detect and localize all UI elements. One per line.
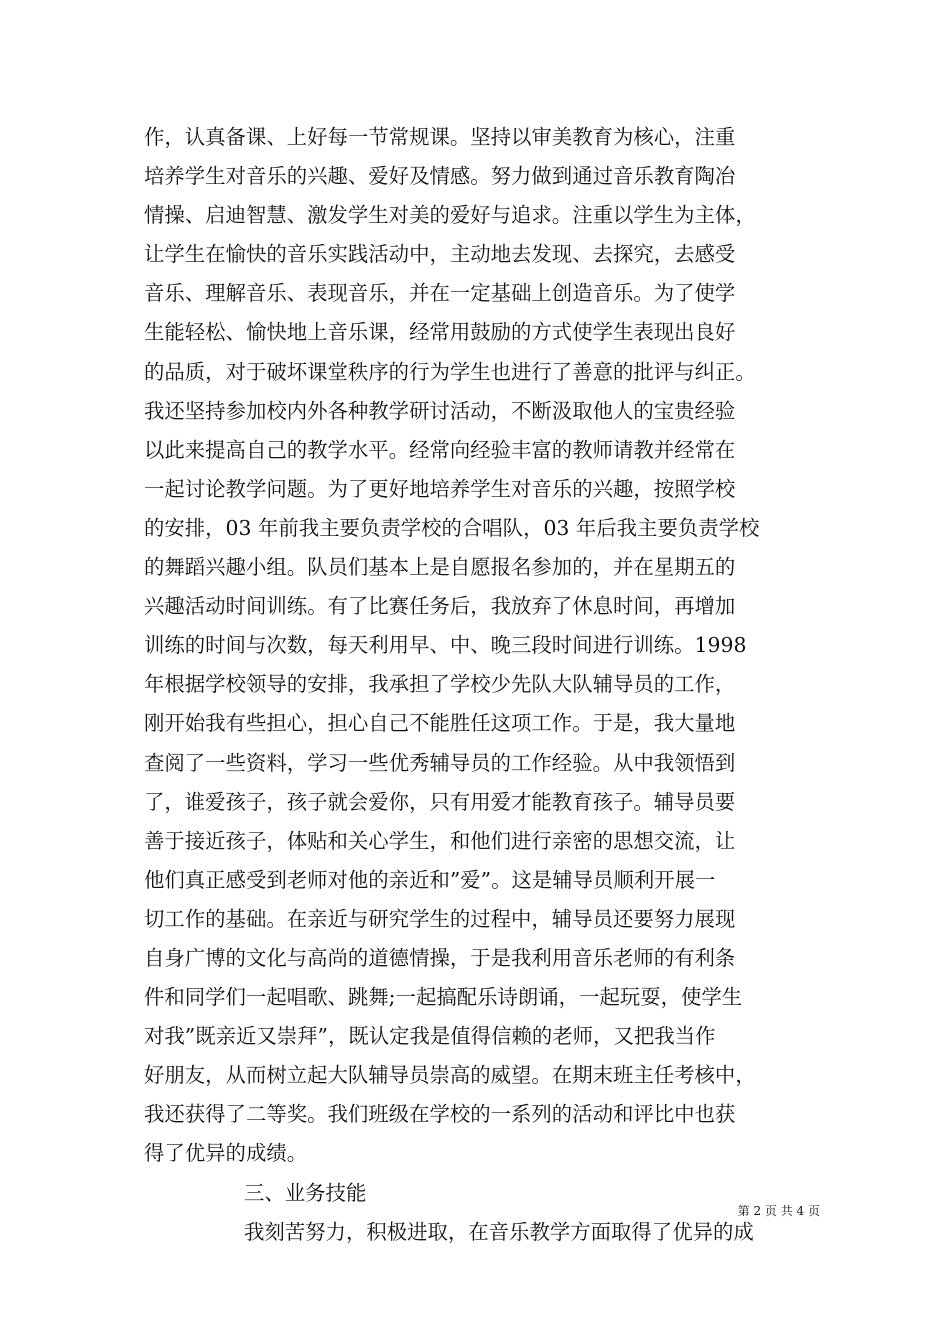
paragraph-line: 生能轻松、愉快地上音乐课，经常用鼓励的方式使学生表现出良好 (144, 320, 736, 345)
paragraph-line: 年根据学校领导的安排，我承担了学校少先队大队辅导员的工作， (144, 672, 736, 697)
paragraph-line: 查阅了一些资料，学习一些优秀辅导员的工作经验。从中我领悟到 (144, 750, 736, 775)
paragraph-line: 音乐、理解音乐、表现音乐，并在一定基础上创造音乐。为了使学 (144, 281, 736, 306)
paragraph-line: 以此来提高自己的教学水平。经常向经验丰富的教师请教并经常在 (144, 437, 736, 462)
paragraph-line: 他们真正感受到老师对他的亲近和”爱”。这是辅导员顺利开展一 (144, 867, 716, 892)
paragraph-line: 训练的时间与次数，每天利用早、中、晚三段时间进行训练。1998 (144, 633, 747, 658)
paragraph-line: 刚开始我有些担心，担心自己不能胜任这项工作。于是，我大量地 (144, 711, 736, 736)
paragraph-line: 作，认真备课、上好每一节常规课。坚持以审美教育为核心，注重 (144, 125, 736, 149)
page-number-footer: 第 2 页 共 4 页 (737, 1204, 820, 1218)
paragraph-line: 一起讨论教学问题。为了更好地培养学生对音乐的兴趣，按照学校 (144, 476, 736, 501)
paragraph-line: 善于接近孩子，体贴和关心学生，和他们进行亲密的思想交流，让 (144, 828, 736, 853)
paragraph-line: 的舞蹈兴趣小组。队员们基本上是自愿报名参加的，并在星期五的 (144, 555, 736, 580)
paragraph-line: 好朋友，从而树立起大队辅导员崇高的威望。在期末班主任考核中， (144, 1063, 756, 1088)
paragraph-line: 切工作的基础。在亲近与研究学生的过程中，辅导员还要努力展现 (144, 906, 736, 931)
section-heading: 三、业务技能 (244, 1180, 367, 1205)
paragraph-line: 对我”既亲近又崇拜”，既认定我是值得信赖的老师，又把我当作 (144, 1024, 716, 1049)
paragraph-line: 让学生在愉快的音乐实践活动中，主动地去发现、去探究，去感受 (144, 242, 736, 267)
paragraph-line: 的安排，03 年前我主要负责学校的合唱队，03 年后我主要负责学校 (144, 515, 760, 540)
paragraph-line: 我还获得了二等奖。我们班级在学校的一系列的活动和评比中也获 (144, 1102, 736, 1127)
paragraph-line-indented: 我刻苦努力，积极进取，在音乐教学方面取得了优异的成 (244, 1219, 754, 1244)
document-body (144, 118, 819, 1252)
paragraph-line: 培养学生对音乐的兴趣、爱好及情感。努力做到通过音乐教育陶冶 (144, 164, 736, 189)
paragraph-line: 我还坚持参加校内外各种教学研讨活动，不断汲取他人的宝贵经验 (144, 398, 736, 423)
paragraph-line: 得了优异的成绩。 (144, 1141, 308, 1166)
paragraph-line: 兴趣活动时间训练。有了比赛任务后，我放弃了休息时间，再增加 (144, 594, 736, 619)
paragraph-line: 的品质，对于破坏课堂秩序的行为学生也进行了善意的批评与纠正。 (144, 359, 756, 384)
paragraph-line: 情操、启迪智慧、激发学生对美的爱好与追求。注重以学生为主体， (144, 203, 756, 228)
paragraph-line: 件和同学们一起唱歌、跳舞;一起搞配乐诗朗诵，一起玩耍，使学生 (144, 985, 743, 1010)
paragraph-line: 自身广博的文化与高尚的道德情操，于是我利用音乐老师的有利条 (144, 945, 736, 970)
paragraph-line: 了，谁爱孩子，孩子就会爱你，只有用爱才能教育孩子。辅导员要 (144, 789, 736, 814)
